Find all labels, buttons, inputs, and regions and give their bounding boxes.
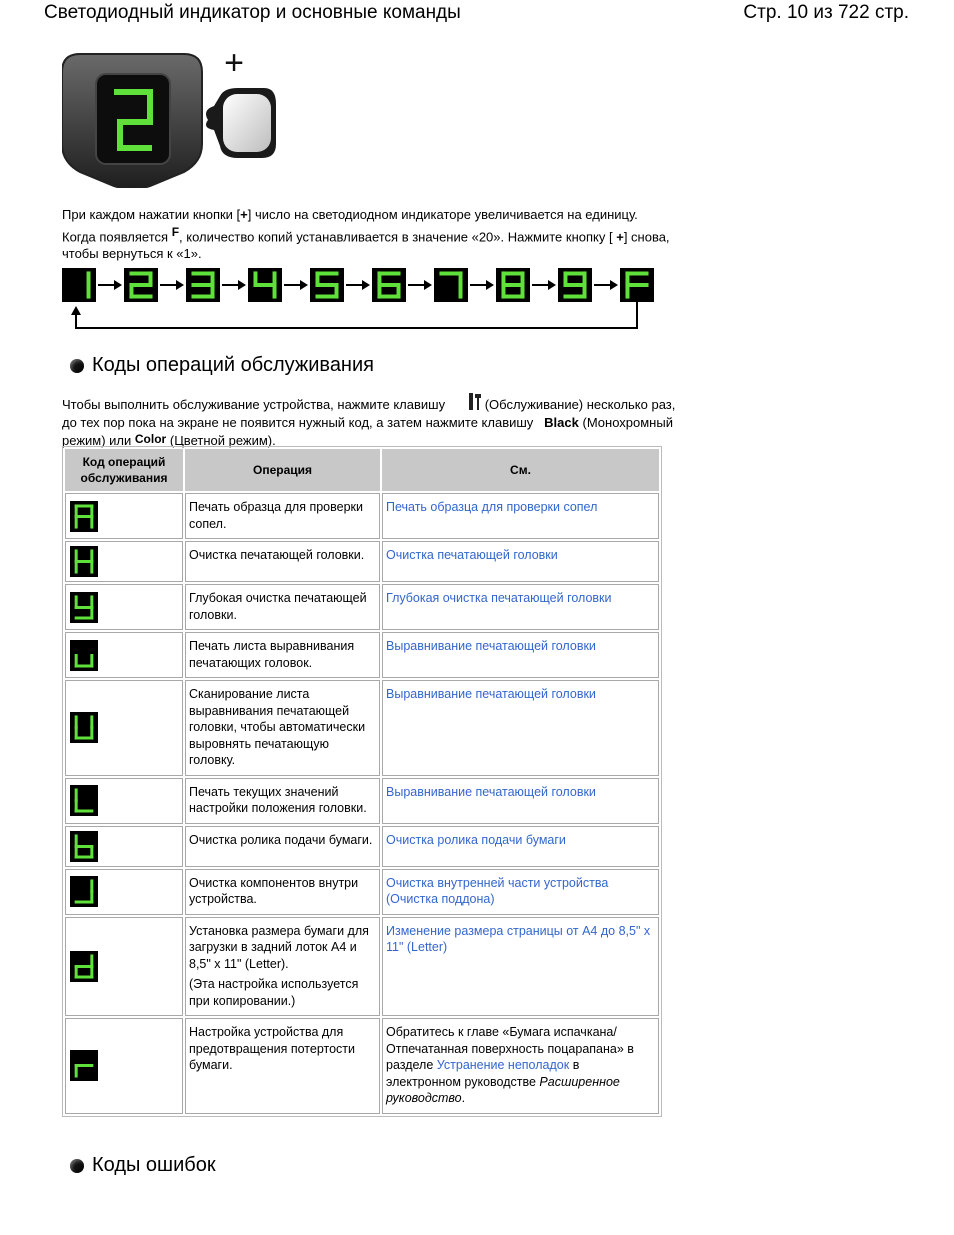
bullet-icon <box>70 359 84 373</box>
sequence-digit-5 <box>310 268 344 302</box>
code-cell <box>65 541 183 582</box>
manual-title: Расширенное руководство <box>386 1074 620 1105</box>
operation-cell: Очистка печатающей головки. <box>185 541 380 582</box>
maintenance-text: (Обслуживание) несколько раз, <box>484 397 676 412</box>
led-code-y <box>70 592 98 623</box>
table-row <box>65 632 659 678</box>
table-row <box>65 493 659 539</box>
see-link[interactable]: Выравнивание печатающей головки <box>386 639 596 653</box>
operation-cell: Печать текущих значений настройки положения головки. <box>185 778 380 824</box>
led-code-b <box>70 831 98 862</box>
column-header-code: Код операций обслуживания <box>65 449 183 491</box>
table-row <box>65 778 659 824</box>
page-title: Светодиодный индикатор и основные команды <box>44 2 461 23</box>
operation-cell <box>185 917 380 1017</box>
arrow-head-icon <box>176 280 184 290</box>
led-code-H <box>70 546 98 577</box>
code-cell <box>65 680 183 776</box>
led-code-A <box>70 501 98 532</box>
led-code-u <box>70 640 98 671</box>
intro-text: ] снова, <box>623 228 670 244</box>
see-text: в электронном руководстве <box>386 1058 580 1089</box>
see-link[interactable]: Глубокая очистка печатающей головки <box>386 591 612 605</box>
see-link[interactable]: Изменение размера страницы от A4 до 8,5" x 11" (Letter) <box>386 923 651 954</box>
arrow-head-icon <box>610 280 618 290</box>
return-arrow-line <box>76 302 637 328</box>
sequence-digit-8 <box>496 268 530 302</box>
intro-text: чтобы вернуться к «1». <box>62 246 202 262</box>
code-cell <box>65 778 183 824</box>
table-row <box>65 826 659 867</box>
sequence-digit-6 <box>372 268 406 302</box>
arrow-head-icon <box>362 280 370 290</box>
see-link[interactable]: Печать образца для проверки сопел <box>386 500 598 514</box>
operation-cell: Печать образца для проверки сопел. <box>185 493 380 539</box>
see-cell <box>382 680 659 776</box>
see-cell <box>382 632 659 678</box>
page-number: Стр. 10 из 722 стр. <box>743 2 909 23</box>
code-cell <box>65 493 183 539</box>
led-background <box>62 268 96 302</box>
sequence-digit-2 <box>124 268 158 302</box>
maintenance-text: Чтобы выполнить обслуживание устройства, нажмите клавишу <box>62 397 446 412</box>
led-display-illustration <box>62 48 282 188</box>
led-code-r <box>70 1050 98 1081</box>
section-title: Коды ошибок <box>92 1154 216 1176</box>
arrow-head-icon <box>114 280 122 290</box>
code-cell <box>65 917 183 1017</box>
see-link[interactable]: Выравнивание печатающей головки <box>386 687 596 701</box>
see-cell <box>382 869 659 915</box>
arrow-head-icon <box>548 280 556 290</box>
wrench-screwdriver-icon <box>455 392 483 412</box>
operation-cell: Настройка устройства для предотвращения потертости бумаги. <box>185 1018 380 1114</box>
sequence-digit-F <box>620 268 654 302</box>
table-row <box>65 541 659 582</box>
maintenance-text: (Монохромный <box>582 414 673 430</box>
intro-text: , количество копий устанавливается в значение «20». Нажмите кнопку [ <box>179 228 613 244</box>
plus-key-label: + <box>240 207 248 222</box>
plus-label: + <box>224 48 244 82</box>
see-cell <box>382 584 659 630</box>
sequence-digit-1 <box>62 268 96 302</box>
color-key-label: Color <box>134 432 167 446</box>
section-heading-maintenance <box>70 354 374 377</box>
bullet-icon <box>70 1159 84 1173</box>
see-cell <box>382 778 659 824</box>
maintenance-text: режим) или <box>62 433 132 448</box>
sequence-digit-4 <box>248 268 282 302</box>
sequence-digit-3 <box>186 268 220 302</box>
operation-cell: Глубокая очистка печатающей головки. <box>185 584 380 630</box>
operation-cell: Сканирование листа выравнивания печатающей головки, чтобы автоматически выровнять печатающую головку. <box>185 680 380 776</box>
intro-text: ] число на светодиодном индикаторе увеличивается на единицу. <box>247 207 638 222</box>
table-row <box>65 917 659 1017</box>
operation-cell: Очистка ролика подачи бумаги. <box>185 826 380 867</box>
sequence-digit-7 <box>434 268 468 302</box>
led-code-J <box>70 876 98 907</box>
see-cell <box>382 826 659 867</box>
table-row <box>65 680 659 776</box>
see-cell <box>382 493 659 539</box>
sequence-digit-9 <box>558 268 592 302</box>
plus-button <box>206 88 276 158</box>
intro-text: Когда появляется <box>62 228 169 244</box>
maintenance-paragraph <box>62 392 734 450</box>
section-title: Коды операций обслуживания <box>92 354 374 376</box>
led-code-U <box>70 712 98 743</box>
section-heading-errors <box>70 1154 216 1177</box>
maintenance-codes-table <box>62 446 662 1117</box>
intro-text: При каждом нажатии кнопки [ <box>62 207 241 222</box>
return-arrow-head-icon <box>71 306 81 315</box>
see-link[interactable]: Очистка ролика подачи бумаги <box>386 832 566 847</box>
code-cell <box>65 584 183 630</box>
operation-text: Установка размера бумаги для загрузки в задний лоток A4 и 8,5" x 11" (Letter). <box>189 923 369 971</box>
arrow-head-icon <box>238 280 246 290</box>
led-code-d <box>70 951 98 982</box>
intro-paragraph <box>62 206 734 263</box>
table-row <box>65 869 659 915</box>
f-key-label: F <box>171 224 180 239</box>
see-link[interactable]: Очистка внутренней части устройства (Очистка поддона) <box>386 875 609 906</box>
arrow-head-icon <box>486 280 494 290</box>
table-header-row <box>65 449 659 491</box>
black-key-label: Black <box>544 414 579 430</box>
code-cell <box>65 869 183 915</box>
see-link[interactable]: Выравнивание печатающей головки <box>386 784 596 799</box>
table-row <box>65 1018 659 1114</box>
see-cell <box>382 917 659 1017</box>
operation-note: (Эта настройка используется при копировании.) <box>189 977 359 1008</box>
see-cell <box>382 1018 659 1114</box>
operation-cell: Очистка компонентов внутри устройства. <box>185 869 380 915</box>
column-header-see: См. <box>382 449 659 491</box>
digit-sequence-diagram <box>62 268 662 332</box>
code-cell <box>65 632 183 678</box>
code-cell <box>65 1018 183 1114</box>
operation-cell: Печать листа выравнивания печатающих головок. <box>185 632 380 678</box>
code-cell <box>65 826 183 867</box>
see-cell <box>382 541 659 582</box>
maintenance-text: (Цветной режим). <box>169 433 276 448</box>
see-text: . <box>461 1091 466 1105</box>
plus-key-label: + <box>616 228 624 244</box>
led-code-L <box>70 785 98 816</box>
arrow-head-icon <box>424 280 432 290</box>
see-text: Обратитесь к главе «Бумага испачкана/ Отпечатанная поверхность поцарапана» в разделе <box>386 1025 634 1072</box>
table-row <box>65 584 659 630</box>
arrow-head-icon <box>300 280 308 290</box>
see-link[interactable]: Очистка печатающей головки <box>386 548 558 562</box>
troubleshooting-link[interactable]: Устранение неполадок <box>436 1058 570 1072</box>
column-header-operation: Операция <box>185 449 380 491</box>
maintenance-text: до тех пор пока на экране не появится нужный код, а затем нажмите клавишу <box>62 414 534 430</box>
